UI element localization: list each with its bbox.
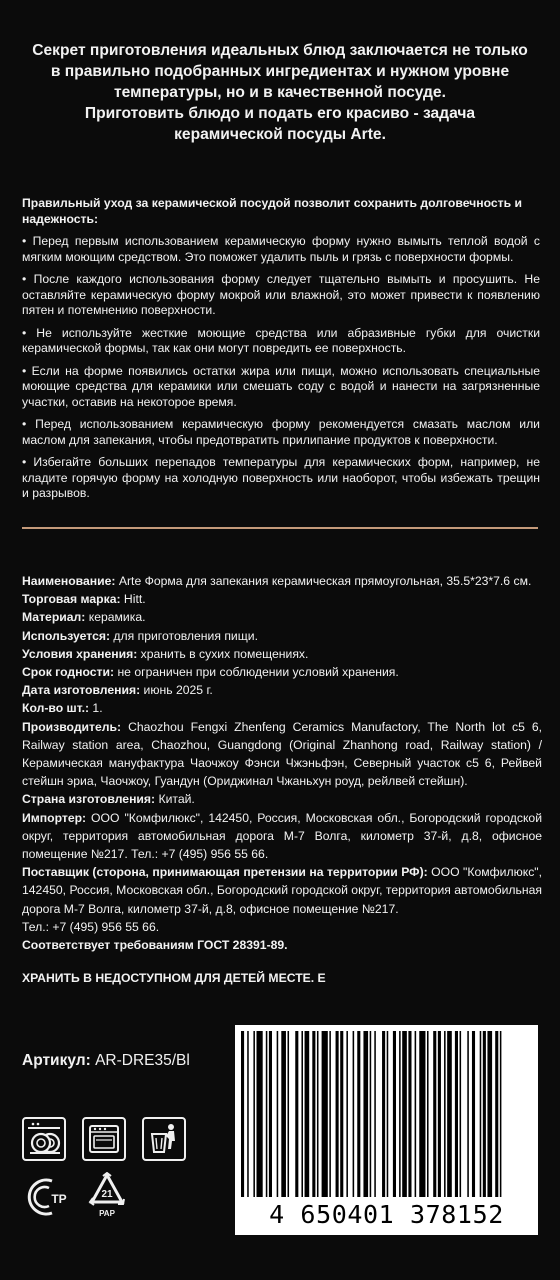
spec-label: Условия хранения: [22,646,138,661]
barcode-bar [419,1031,425,1197]
spec-value: июнь 2025 г. [140,683,213,698]
spec-supplier-phone: Тел.: +7 (495) 956 55 66. [22,919,160,934]
spec-label: Дата изготовления: [22,683,141,698]
barcode-bar [363,1031,368,1197]
barcode-bar [247,1031,249,1197]
intro-line: в правильно подобранных ингредиентах и нужном уровне [50,63,510,80]
barcode-bar [295,1031,298,1197]
spec-value: Chaozhou Fengxi Zhenfeng Ceramics Manufactory, The North lot c5 6, Railway station area, Chaozhou, Guangdong (Original Zhanhong road, Railway station) / Керамическая мануфактура Чаочжоу Фэнси Чжэньфэн, Северный участок с5 6, Рейвей стейшн эриа, Чаочжоу, Гуандун (Ориджинал Чжаньхун роуд, рейлвей стейшн). [22,719,542,789]
spec-label: Используется: [22,628,111,643]
spec-storage [22,645,542,663]
spec-label: Кол-во шт.: [22,701,90,716]
barcode-bar [438,1031,441,1197]
spec-label: Срок годности: [22,665,115,680]
barcode-bar [340,1031,343,1197]
barcode-bar [500,1031,502,1197]
barcode-bar [480,1031,482,1197]
barcode-bar [322,1031,328,1197]
spec-label: Наименование: [22,574,116,588]
recycle-code: PAP [99,1209,115,1218]
trash-bin-icon [142,1117,186,1161]
barcode-bar [487,1031,492,1197]
care-tip: • После каждого использования форму следует тщательно вымыть и просушить. Не оставляйте керамическую форму мокрой или влажной, это может привести к появлению пятен и потемнению поверхности. [22,272,540,317]
spec-value: Hitt. [120,592,146,607]
spec-value: Китай. [155,792,195,807]
barcode-bar [382,1031,385,1197]
barcode-bar [266,1031,268,1197]
barcode-bar [402,1031,407,1197]
barcode-bar [277,1031,279,1197]
barcode-bar [346,1031,348,1197]
spec-brand [22,590,542,608]
dishwasher-icon [22,1117,66,1161]
intro-line: температуры, но и в качественной посуде. [114,84,446,101]
oven-icon [82,1117,126,1161]
barcode-bar [415,1031,417,1197]
eac-certification-icon-graphic [22,1173,74,1221]
barcode-bar [427,1031,429,1197]
barcode-bar [357,1031,360,1197]
spec-gost: Соответствует требованиям ГОСТ 28391-89. [22,938,288,953]
barcode-bar [408,1031,411,1197]
recycle-number: 21 [101,1189,113,1200]
care-tip: • Перед использованием керамическую форму рекомендуется смазать маслом или маслом для запекания, чтобы предотвратить прилипание продуктов к поверхности. [22,417,540,447]
barcode-bar [317,1031,319,1197]
intro-text [18,40,542,145]
barcode-bar [483,1031,486,1197]
barcode-bar [495,1031,498,1197]
intro-line: Приготовить блюдо и подать его красиво - задача [84,105,476,122]
article-value: AR-DRE35/Bl [90,1052,190,1069]
spec-value: ООО "Комфилюкс", 142450, Россия, Московская обл., Богородский городской округ, территория автомобильная дорога М-7 Волга, километр 37-й, д.8, офисное помещение №217. [22,865,542,916]
barcode-bar [301,1031,303,1197]
spec-shelf-life [22,663,542,681]
spec-label: Импортер: [22,810,87,825]
spec-value: не ограничен при соблюдении условий хранения. [114,665,399,680]
product-spec [22,572,542,954]
spec-label: Торговая марка: [22,592,121,607]
barcode-bar [288,1031,290,1197]
spec-manufacturer [22,718,542,791]
care-tip: • Не используйте жесткие моющие средства или абразивные губки для очистки керамической формы, так как они могут повредить ее поверхность. [22,325,540,355]
spec-country [22,790,542,808]
eac-letters: ТР [51,1192,67,1206]
barcode-bar [269,1031,272,1197]
barcode-bar [393,1031,396,1197]
care-heading: Правильный уход за керамической посудой позволит сохранить долговечность и надежность: [22,196,523,226]
spec-value: для приготовления пищи. [110,628,258,643]
barcode-bar [305,1031,310,1197]
care-tip: • Избегайте больших перепадов температуры для керамических форм, например, не кладите горячую форму на холодную поверхность или наоборот, чтобы избежать трещин и разрывов. [22,455,540,500]
article-label: Артикул: [22,1052,91,1069]
barcode-bar [460,1031,462,1197]
care-tip: • Перед первым использованием керамическую форму нужно вымыть теплой водой с мягким моющим средством. Это поможет удалить пыль и грязь с поверхности формы. [22,234,540,264]
spec-name [22,572,542,590]
recycling-icon-graphic [86,1172,128,1222]
barcode-bar [472,1031,475,1197]
barcode-bar [336,1031,339,1197]
barcode-bar [374,1031,376,1197]
barcode-bar [447,1031,452,1197]
dishwasher-icon-graphic [24,1119,64,1159]
barcode-bar [387,1031,389,1197]
article-number [22,1052,190,1070]
barcode-bar [455,1031,458,1197]
barcode-bar [281,1031,286,1197]
spec-label: Производитель: [22,719,122,734]
barcode-bar [370,1031,372,1197]
spec-label: Материал: [22,610,86,625]
section-divider [22,527,538,529]
eac-certification-icon [22,1173,74,1221]
barcode-bar [433,1031,436,1197]
barcode-bar [329,1031,331,1197]
spec-value: хранить в сухих помещениях. [137,646,309,661]
spec-importer [22,809,542,864]
recycling-icon [86,1172,128,1222]
barcode-bar [399,1031,401,1197]
spec-value: керамика. [85,610,146,625]
oven-icon-graphic [84,1119,124,1159]
barcode-bar [312,1031,315,1197]
barcode-bar [241,1031,244,1197]
barcode-digits: 4 650401 378152 [239,1200,534,1229]
trash-bin-icon-graphic [144,1119,184,1159]
spec-label: Поставщик (сторона, принимающая претензии на территории РФ): [22,865,428,880]
barcode-bar [253,1031,255,1197]
spec-quantity [22,699,542,717]
intro-line: Секрет приготовления идеальных блюд заключается не только [32,42,528,59]
spec-supplier [22,863,542,918]
spec-material [22,608,542,626]
barcode-bar [467,1031,469,1197]
spec-label: Страна изготовления: [22,792,156,807]
child-warning: ХРАНИТЬ В НЕДОСТУПНОМ ДЛЯ ДЕТЕЙ МЕСТЕ. Е [22,971,326,985]
care-tip: • Если на форме появились остатки жира или пищи, можно использовать специальные моющие средства для керамики или смешать соду с водой и нанести на загрязненные участки, оставив на некоторое время. [22,363,540,409]
spec-value: Arte Форма для запекания керамическая прямоугольная, 35.5*23*7.6 см. [115,574,532,588]
barcode-bar [444,1031,446,1197]
spec-usage [22,627,542,645]
spec-value: ООО "Комфилюкс", 142450, Россия, Московская обл., Богородский городской округ, территория автомобильная дорога М-7 Волга, километр 37-й, д.8, офисное помещение №217. Тел.: +7 (495) 956 55 66. [22,810,542,862]
intro-line: керамической посуды Arte. [174,126,386,143]
barcode-bar [353,1031,355,1197]
barcode-bar [257,1031,263,1197]
care-section [22,196,540,509]
spec-value: 1. [89,701,103,716]
barcode [235,1025,538,1235]
spec-date [22,681,542,699]
